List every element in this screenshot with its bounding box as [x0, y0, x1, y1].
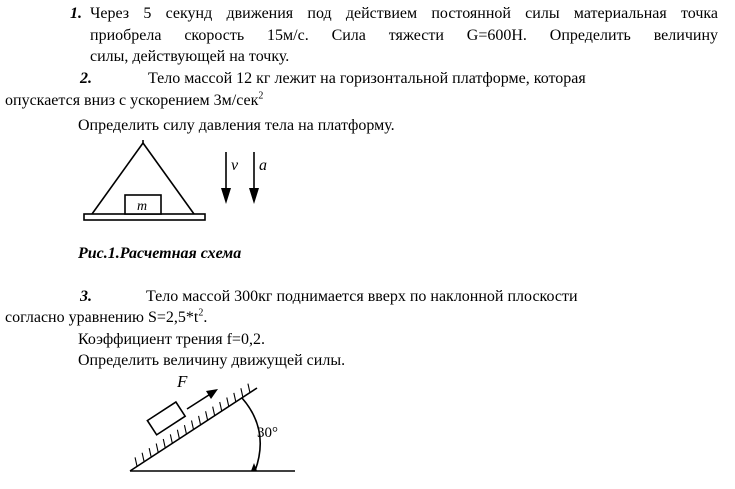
velocity-label: v — [231, 157, 239, 174]
problem-1-number: 1. — [70, 5, 82, 22]
hatch-line — [199, 416, 201, 425]
hatch-line — [206, 411, 208, 420]
angle-label: 30° — [257, 425, 278, 441]
problem-3-line-2-text: согласно уравнению S=2,5*t — [5, 309, 199, 326]
hatch-line — [227, 397, 229, 406]
problem-2-number: 2. — [80, 70, 92, 87]
hatch-line — [170, 434, 172, 443]
force-arrow-head — [206, 389, 218, 399]
hatch-line — [234, 393, 236, 402]
problem-2-line-2-text: опускается вниз с ускорением 3м/сек — [5, 92, 259, 109]
problem-3-line-2-end: . — [203, 309, 208, 326]
body-mass-label: m — [137, 199, 148, 214]
velocity-arrow-head — [221, 188, 231, 204]
hatch-line — [156, 444, 158, 453]
hatch-line — [163, 439, 165, 448]
problem-2-line-1: Тело массой 12 кг лежит на горизонтальной платформе, которая — [148, 70, 586, 87]
hatch-line — [220, 402, 222, 411]
hatch-line — [177, 430, 179, 439]
hatch-line — [149, 448, 151, 457]
problem-3-number: 3. — [80, 288, 92, 305]
force-label: F — [177, 372, 188, 391]
hatch-line — [192, 421, 194, 430]
figure-1-caption: Рис.1.Расчетная схема — [78, 245, 242, 262]
hatch-line — [184, 425, 186, 434]
hatch-line — [248, 384, 250, 393]
platform — [84, 214, 205, 220]
acceleration-label: a — [259, 157, 267, 174]
force-arrow-shaft — [187, 393, 212, 409]
hatch-line — [241, 388, 243, 397]
problem-3-line-2-sup: 2 — [198, 307, 204, 319]
problem-2-line-3: Определить силу давления тела на платформу. — [78, 117, 395, 134]
acceleration-arrow-head — [249, 188, 259, 204]
problem-3-line-2 — [5, 309, 207, 327]
problem-1-line-3: силы, действующей на точку. — [90, 48, 290, 65]
figure-2-diagram — [120, 370, 310, 485]
sliding-body — [147, 402, 185, 435]
hatch-line — [213, 407, 215, 416]
problem-1-line-2: приобрела скорость 15м/с. Сила тяжести G=600H. Определить величину — [90, 27, 718, 44]
problem-2-line-2-sup: 2 — [258, 90, 264, 102]
problem-1-line-1: Через 5 секунд движения под действием постоянной силы материальная точка — [90, 5, 718, 22]
problem-2-line-2 — [5, 92, 263, 110]
problem-3-line-4: Определить величину движущей силы. — [78, 352, 346, 369]
hatch-line — [142, 453, 144, 462]
problem-3-line-1: Тело массой 300кг поднимается вверх по наклонной плоскости — [146, 288, 578, 305]
problem-3-line-3: Коэффициент трения f=0,2. — [78, 331, 265, 348]
hatch-line — [135, 457, 137, 466]
figure-1-diagram — [80, 140, 300, 235]
